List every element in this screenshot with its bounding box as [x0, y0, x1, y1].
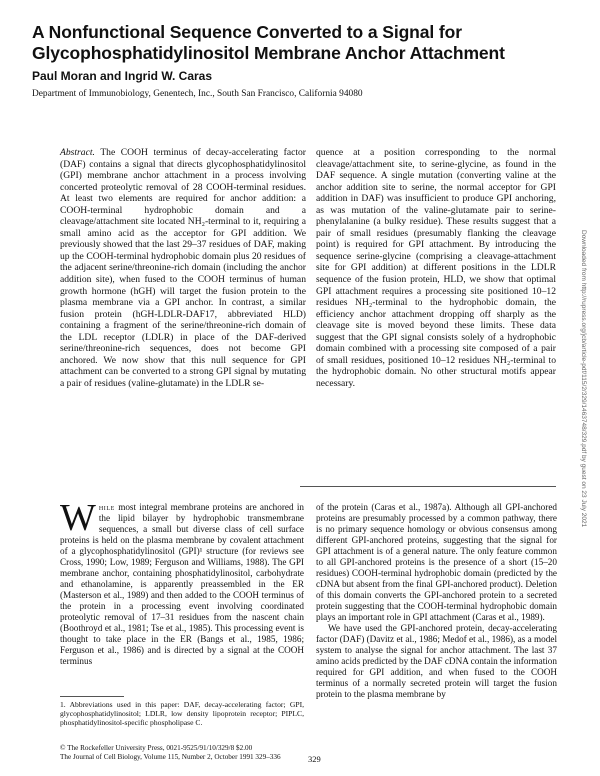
abstract-text-left: The COOH terminus of decay-accelerating factor (DAF) contains a signal that directs glycophosphatidylinositol (GPI) membrane anchor attachment in a process involving concerted proteolytic removal of 28 COOH-terminal residues. At least two elements are required for anchor addition: a COOH-terminal hydrophobic domain and a cleavage/attachment site located NH₂-terminal to it, requiring a small amino acid as the acceptor for GPI addition. We previously showed that the last 29–37 residues of DAF, making up the COOH-terminal hydrophobic domain plus 20 residues of the adjacent serine/threonine-rich domain (including the anchor addition site), when fused to the COOH terminus of human growth hormone (hGH) will target the fusion protein to the plasma membrane via a GPI anchor. In contrast, a similar fusion protein (hGH-LDLR-DAF17, abbreviated HLD) containing a fragment of the serine/threonine-rich domain of the LDL receptor (LDLR) in place of the DAF-derived serine/threonine-rich sequences, does not become GPI anchored. We now show that this null sequence for GPI attachment can be converted to a strong GPI signal by mutating a pair of residues (valine-glutamate) in the LDLR se- — [60, 147, 307, 389]
body-paragraph-1: of the protein (Caras et al., 1987a). Although all GPI-anchored proteins are presumably processed by a common pathway, there is no primary sequence homology or obvious consensus among different GPI-anchored proteins, suggesting that the signal for GPI attachment is of a general nature. The only feature common to all GPI-anchored proteins is the presence of a short (15–20 residues) COOH-terminal hydrophobic domain (predicted by the cDNA but absent from the final GPI-anchored product). Deletion of this domain converts the GPI-anchored protein to a secreted protein suggesting that the COOH-terminal hydrophobic domain plays an important role in GPI attachment (Caras et al., 1989). — [316, 502, 557, 622]
journal-citation: The Journal of Cell Biology, Volume 115, Number 2, October 1991 329–336 — [60, 753, 281, 761]
body-text-left: most integral membrane proteins are anchored in the lipid bilayer by hydrophobic transmembrane sequences, a small but diverse class of cell surface proteins is held on the plasma membrane by covalent attachment of a glycophosphatidylinositol (GPI)¹ structure (for reviews see Cross, 1990; Low, 1989; Ferguson and Williams, 1988). The GPI membrane anchor, containing phosphatidylinositol, carbohydrate and ethanolamine, is apparently preassembled in the ER (Masterson et al., 1989) and then added to the COOH terminus of the protein in a processing event involving coordinated proteolytic removal of 17–31 residues from the nascent chain (Boothroyd et al., 1981; Tse et al., 1985). This processing event is thought to take place in the ER (Bangs et al., 1985, 1986; Ferguson et al., 1986) and is directed by a signal at the COOH terminus — [60, 502, 304, 666]
article-title: A Nonfunctional Sequence Converted to a Signal for Glycophosphatidylinositol Membrane Anchor Attachment — [32, 22, 505, 63]
body-paragraph-2: We have used the GPI-anchored protein, decay-accelerating factor (DAF) (Davitz et al., 1986; Medof et al., 1986), as a model system to analyse the signal for anchor attachment. The last 37 amino acids predicted by the DAF cDNA contain the information required for GPI addition, and when fused to the COOH terminus of a normally secreted protein will target the fusion protein to the plasma membrane by — [316, 623, 557, 699]
page-number: 329 — [308, 754, 321, 764]
abstract-left-column — [60, 147, 306, 389]
footnote: 1. Abbreviations used in this paper: DAF, decay-accelerating factor; GPI, glycophosphatidylinositol; LDLR, low density lipoprotein receptor; PIPLC, phosphatidylinositol-specific phospholipase C. — [60, 700, 304, 728]
authors: Paul Moran and Ingrid W. Caras — [32, 69, 213, 83]
abstract-right-column: quence at a position corresponding to the normal cleavage/attachment site, to serine-glycine, as found in the DAF sequence. A single mutation (converting valine at the anchor addition site to serine, the normal acceptor for GPI addition in DAF) was insufficient to produce GPI anchoring, as was mutation of the valine-glutamate pair to serine-phenylalanine (a bulky residue). These results suggest that a pair of small residues (presumably flanking the cleavage point) is required for GPI attachment. By introducing the sequence serine-glycine (comprising a cleavage-attachment site for GPI addition) at different positions in the LDLR sequence of the fusion protein, HLD, we show that optimal GPI attachment requires a processing site positioned 10–12 residues NH₂-terminal to the hydrophobic domain, the efficiency anchor attachment dropping off sharply as the cleavage site is moved beyond these limits. These data suggest that the GPI signal consists solely of a hydrophobic domain combined with a processing site composed of a pair of small residues, positioned 10–12 residues NH₂-terminal to the hydrophobic domain. No other structural motifs appear necessary. — [316, 147, 556, 389]
affiliation: Department of Immunobiology, Genentech, Inc., South San Francisco, California 94080 — [32, 89, 363, 99]
drop-cap: W — [60, 497, 96, 539]
footnote-rule — [60, 696, 124, 697]
download-watermark-text[interactable]: Downloaded from http://rupress.org/jcb/article-pdf/115/2/329/1463748/329.pdf by guest on 23 July 2021 — [580, 230, 587, 528]
small-caps-lead: hile — [98, 502, 115, 512]
body-right-column — [316, 502, 557, 700]
abstract-label: Abstract. — [60, 147, 95, 158]
copyright-line: © The Rockefeller University Press, 0021-9525/91/10/329/8 $2.00 — [60, 744, 253, 752]
body-left-column — [60, 497, 304, 667]
download-watermark — [578, 230, 588, 570]
section-divider — [300, 486, 556, 487]
